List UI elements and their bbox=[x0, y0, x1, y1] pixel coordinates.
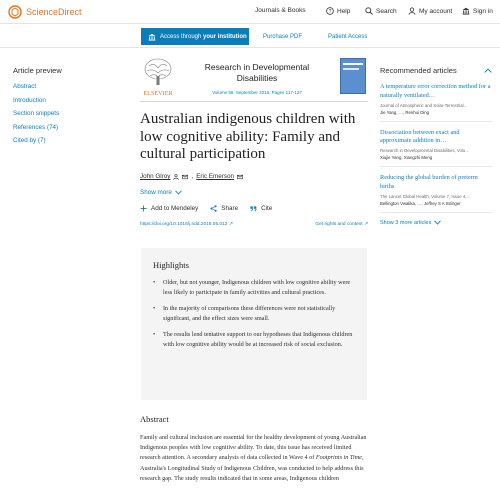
article-preview-sidebar bbox=[13, 66, 62, 151]
purchase-pdf-link[interactable]: Purchase PDF bbox=[263, 34, 303, 40]
email-icon[interactable] bbox=[237, 174, 243, 180]
doi-link[interactable] bbox=[140, 222, 233, 227]
abstract-text-part: Family and cultural inclusion are essential for the healthy development of young Australian Indigenous peoples with low cognitive ability. To date, this issue has received limited research attention. A secondary analysis of data collected in Wave 4 of bbox=[140, 434, 367, 462]
search-link[interactable] bbox=[365, 7, 397, 15]
recommended-article-title[interactable]: Reducing the global burden of preterm births bbox=[380, 174, 478, 190]
share-label: Share bbox=[221, 205, 239, 212]
preview-item-cited-by[interactable]: Cited by (7) bbox=[13, 137, 46, 144]
help-label: Help bbox=[337, 7, 351, 15]
share-button[interactable] bbox=[210, 205, 238, 212]
quote-icon bbox=[250, 205, 257, 212]
recommended-article-journal: The Lancet Global Health, Volume 7, Issue 4,… bbox=[380, 193, 471, 199]
highlights-header: Highlights bbox=[153, 260, 189, 270]
cite-button[interactable] bbox=[250, 205, 272, 212]
show-more-button[interactable] bbox=[140, 189, 182, 196]
external-link-icon: ↗ bbox=[228, 222, 233, 227]
doi-row bbox=[140, 222, 368, 227]
recommended-article bbox=[380, 83, 492, 122]
abstract-text bbox=[140, 433, 368, 484]
add-to-mendeley-label: Add to Mendeley bbox=[151, 205, 199, 212]
add-to-mendeley-button[interactable] bbox=[140, 205, 198, 212]
author-link[interactable]: John Glroy bbox=[140, 173, 171, 180]
highlights-box bbox=[141, 248, 367, 400]
recommended-article-title[interactable]: Dissociation between exact and approximate addition in… bbox=[380, 128, 460, 145]
highlight-item: • Older, but not younger, Indigenous children with low cognitive ability were less likely to participate in family activities and cultural practices. bbox=[153, 278, 358, 297]
external-link-icon: ↗ bbox=[363, 222, 368, 227]
help-link[interactable] bbox=[326, 7, 350, 15]
journal-cover-image[interactable] bbox=[340, 58, 366, 94]
chevron-up-icon[interactable] bbox=[484, 68, 492, 73]
journals-books-link[interactable]: Journals & Books bbox=[255, 7, 306, 14]
highlights-list bbox=[153, 278, 358, 356]
cover-subtitle-bar bbox=[343, 68, 359, 70]
my-account-link[interactable] bbox=[408, 7, 452, 15]
elsevier-logo[interactable] bbox=[140, 56, 176, 98]
article-title: Australian indigenous children with low cognitive ability: Family and cultural participation bbox=[140, 111, 356, 162]
show-more-articles-label: Show 3 more articles bbox=[380, 219, 432, 226]
cite-label: Cite bbox=[261, 205, 273, 212]
user-icon bbox=[408, 7, 416, 15]
show-more-articles-button[interactable] bbox=[380, 220, 492, 226]
doi-text: https://doi.org/10.1016/j.ridd.2016.05.012 bbox=[140, 222, 228, 227]
journal-header bbox=[140, 56, 368, 102]
email-icon[interactable] bbox=[182, 174, 188, 180]
recommended-header: Recommended articles bbox=[380, 66, 457, 75]
article-action-bar bbox=[0, 26, 500, 48]
abstract-study-name: Footprints in Time bbox=[315, 454, 362, 462]
help-icon bbox=[326, 7, 334, 15]
author-link[interactable]: Eric Emerson bbox=[196, 173, 234, 180]
article-tools bbox=[140, 205, 272, 212]
cover-title-bar bbox=[343, 63, 363, 65]
recommended-article bbox=[380, 174, 492, 213]
journal-volume-info[interactable]: Volume 56, September 2016, Pages 117-127 bbox=[212, 90, 302, 95]
recommended-articles bbox=[380, 66, 492, 226]
access-bold: your institution bbox=[203, 33, 247, 40]
plus-icon bbox=[140, 205, 147, 212]
chevron-down-icon bbox=[434, 220, 441, 225]
sign-in-label: Sign in bbox=[473, 7, 493, 15]
access-through-institution-button[interactable] bbox=[141, 28, 249, 45]
preview-item-introduction[interactable]: Introduction bbox=[13, 96, 46, 104]
recommended-article bbox=[380, 129, 492, 168]
get-rights-text: Get rights and content bbox=[315, 222, 363, 227]
access-label bbox=[160, 34, 247, 40]
search-label: Search bbox=[376, 7, 397, 15]
preview-item-abstract[interactable]: Abstract bbox=[13, 83, 37, 90]
journal-title[interactable]: Research in Developmental Disabilities bbox=[204, 62, 310, 83]
recommended-article-authors: Jie Yang, …, Renhui Ding bbox=[380, 109, 430, 115]
brand-name: ScienceDirect bbox=[26, 7, 82, 17]
recommended-article-journal: Research in Developmental Disabilities, Volu… bbox=[380, 148, 470, 154]
sign-in-link[interactable] bbox=[462, 7, 493, 15]
show-more-label: Show more bbox=[140, 189, 172, 196]
top-navigation bbox=[0, 0, 500, 24]
get-rights-link[interactable] bbox=[315, 222, 368, 227]
highlight-item: • In the majority of comparisons these differences were not statistically significant, and the effect sizes were small. bbox=[153, 304, 358, 323]
article-preview-header: Article preview bbox=[13, 66, 62, 75]
recommended-article-authors: Bellington Vwalika, …, Jeffrey S A Stringer bbox=[380, 200, 461, 206]
recommended-header-row bbox=[380, 66, 492, 75]
recommended-article-title[interactable]: A temperature error correction method for a naturally ventilated… bbox=[380, 83, 491, 99]
elsevier-wordmark: ELSEVIER bbox=[143, 90, 173, 97]
recommended-article-journal: Journal of Atmospheric and Solar-Terrestrial… bbox=[380, 102, 468, 108]
svg-text:?: ? bbox=[328, 8, 332, 15]
author-list bbox=[140, 173, 243, 180]
person-icon bbox=[173, 174, 179, 180]
institution-icon bbox=[148, 33, 156, 41]
sciencedirect-logo[interactable] bbox=[8, 5, 82, 19]
patient-access-link[interactable]: Patient Access bbox=[328, 34, 368, 40]
my-account-label: My account bbox=[419, 7, 453, 15]
highlight-item: • The results lend tentative support to our hypotheses that Indigenous children with low cognitive ability would be at increased risk of social exclusion. bbox=[153, 330, 358, 349]
institution-icon bbox=[462, 7, 470, 15]
abstract-text-part: , Australia's Longitudinal Study of Indigenous Children, was conducted to help address this research gap. The study results indicated that in some areas, Indigenous children bbox=[140, 454, 364, 482]
preview-item-references[interactable]: References (74) bbox=[13, 123, 59, 131]
access-prefix: Access through bbox=[160, 33, 204, 40]
share-icon bbox=[210, 205, 217, 212]
sciencedirect-logo-icon bbox=[8, 5, 22, 19]
author-separator: , bbox=[191, 173, 194, 180]
chevron-down-icon bbox=[175, 190, 182, 195]
recommended-article-authors: Xiujie Yang, Xiangzhi Meng bbox=[380, 155, 433, 161]
search-icon bbox=[365, 7, 373, 15]
abstract-header: Abstract bbox=[140, 414, 169, 424]
preview-item-section-snippets[interactable]: Section snippets bbox=[13, 110, 60, 117]
